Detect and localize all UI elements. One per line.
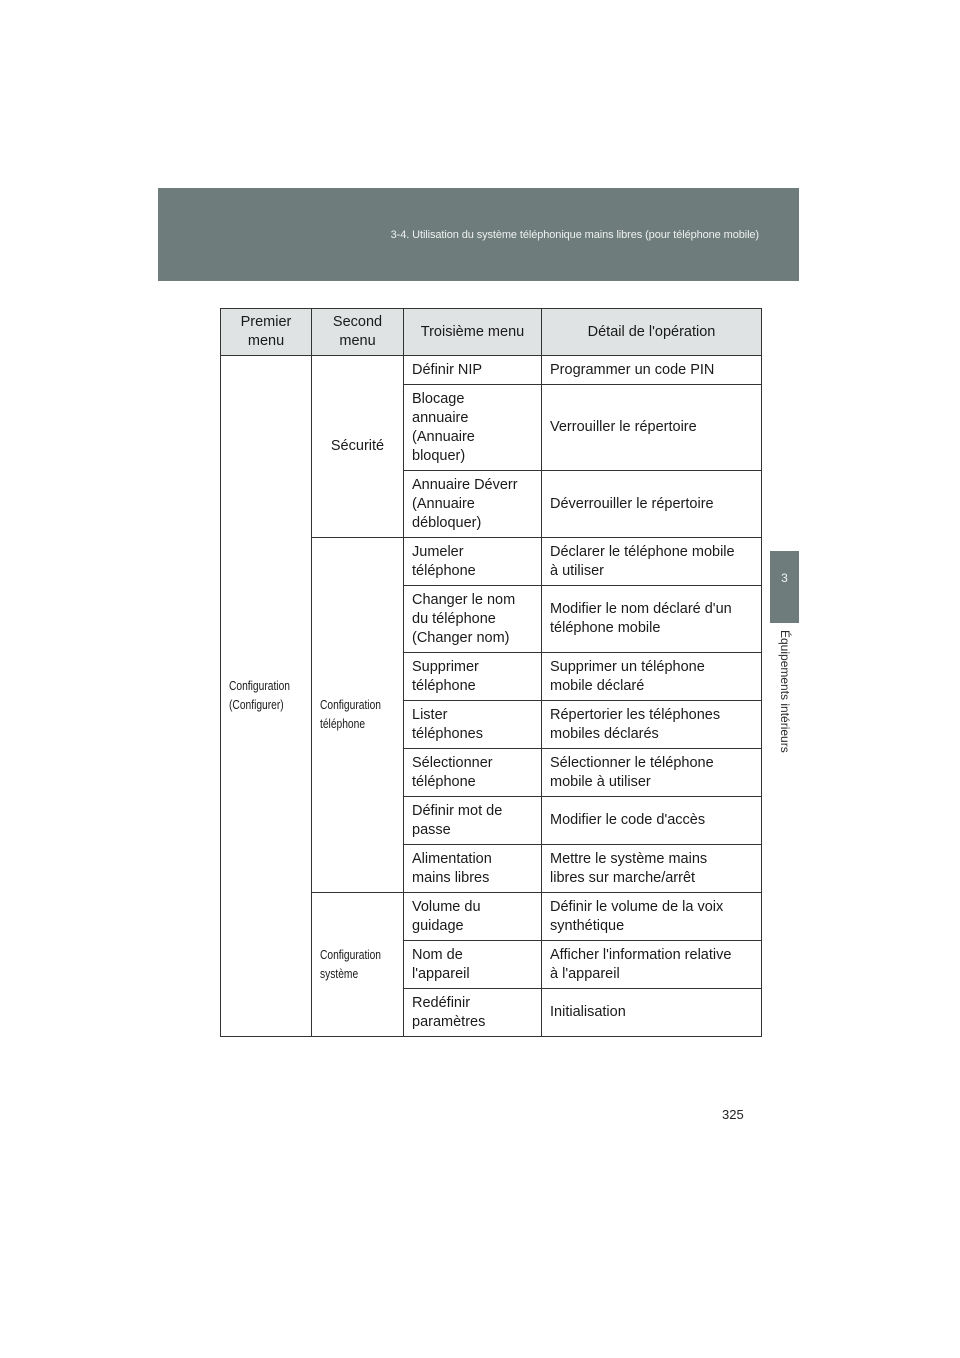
operation-detail-cell: Initialisation — [542, 989, 762, 1037]
operation-detail-cell: Déclarer le téléphone mobile à utiliser — [542, 538, 762, 586]
third-menu-cell: Nom de l'appareil — [404, 941, 542, 989]
third-menu-cell: Redéfinir paramètres — [404, 989, 542, 1037]
second-menu-cell — [312, 356, 404, 538]
second-menu-cell — [312, 893, 404, 1037]
table-header-row — [221, 309, 762, 356]
third-menu-cell: Annuaire Déverr (Annuaire débloquer) — [404, 471, 542, 538]
third-menu-cell: Blocage annuaire (Annuaire bloquer) — [404, 385, 542, 471]
second-menu-label: Sécurité — [330, 438, 385, 454]
operation-detail-cell: Supprimer un téléphone mobile déclaré — [542, 653, 762, 701]
second-menu-cell — [312, 538, 404, 893]
chapter-label: Équipements intérieurs — [777, 630, 792, 753]
col-header-operation-detail: Détail de l'opération — [542, 309, 762, 356]
third-menu-cell: Supprimer téléphone — [404, 653, 542, 701]
third-menu-cell: Volume du guidage — [404, 893, 542, 941]
operation-detail-cell: Sélectionner le téléphone mobile à utiliser — [542, 749, 762, 797]
second-menu-line: Configuration — [320, 698, 381, 712]
third-menu-cell: Lister téléphones — [404, 701, 542, 749]
third-menu-cell: Définir NIP — [404, 356, 542, 385]
operation-detail-cell: Modifier le code d'accès — [542, 797, 762, 845]
operation-detail-cell: Modifier le nom déclaré d'un téléphone mobile — [542, 586, 762, 653]
col-header-third-menu: Troisième menu — [404, 309, 542, 356]
page-number: 325 — [722, 1107, 744, 1122]
first-menu-line: Configuration — [229, 679, 290, 693]
operation-detail-cell: Verrouiller le répertoire — [542, 385, 762, 471]
third-menu-cell: Changer le nom du téléphone (Changer nom) — [404, 586, 542, 653]
operation-detail-cell: Mettre le système mains libres sur marche/arrêt — [542, 845, 762, 893]
table-row — [221, 356, 762, 385]
operation-detail-cell: Définir le volume de la voix synthétique — [542, 893, 762, 941]
first-menu-cell — [221, 356, 312, 1037]
menu-table — [220, 308, 762, 1037]
third-menu-cell: Alimentation mains libres — [404, 845, 542, 893]
chapter-tab — [770, 551, 799, 623]
chapter-label-container — [770, 630, 799, 790]
third-menu-cell: Définir mot de passe — [404, 797, 542, 845]
third-menu-cell: Jumeler téléphone — [404, 538, 542, 586]
chapter-number: 3 — [781, 571, 788, 585]
col-header-first-menu: Premier menu — [221, 309, 312, 356]
table-body — [221, 356, 762, 1037]
section-title: 3-4. Utilisation du système téléphonique mains libres (pour téléphone mobile) — [390, 229, 759, 241]
third-menu-cell: Sélectionner téléphone — [404, 749, 542, 797]
operation-detail-cell: Programmer un code PIN — [542, 356, 762, 385]
operation-detail-cell: Répertorier les téléphones mobiles déclarés — [542, 701, 762, 749]
operation-detail-cell: Afficher l'information relative à l'appareil — [542, 941, 762, 989]
second-menu-line: Configuration — [320, 947, 381, 962]
first-menu-line: (Configurer) — [229, 698, 284, 712]
operation-detail-cell: Déverrouiller le répertoire — [542, 471, 762, 538]
second-menu-line: système — [320, 966, 359, 981]
col-header-second-menu: Second menu — [312, 309, 404, 356]
section-header-bar — [158, 188, 799, 281]
second-menu-line: téléphone — [320, 717, 366, 731]
